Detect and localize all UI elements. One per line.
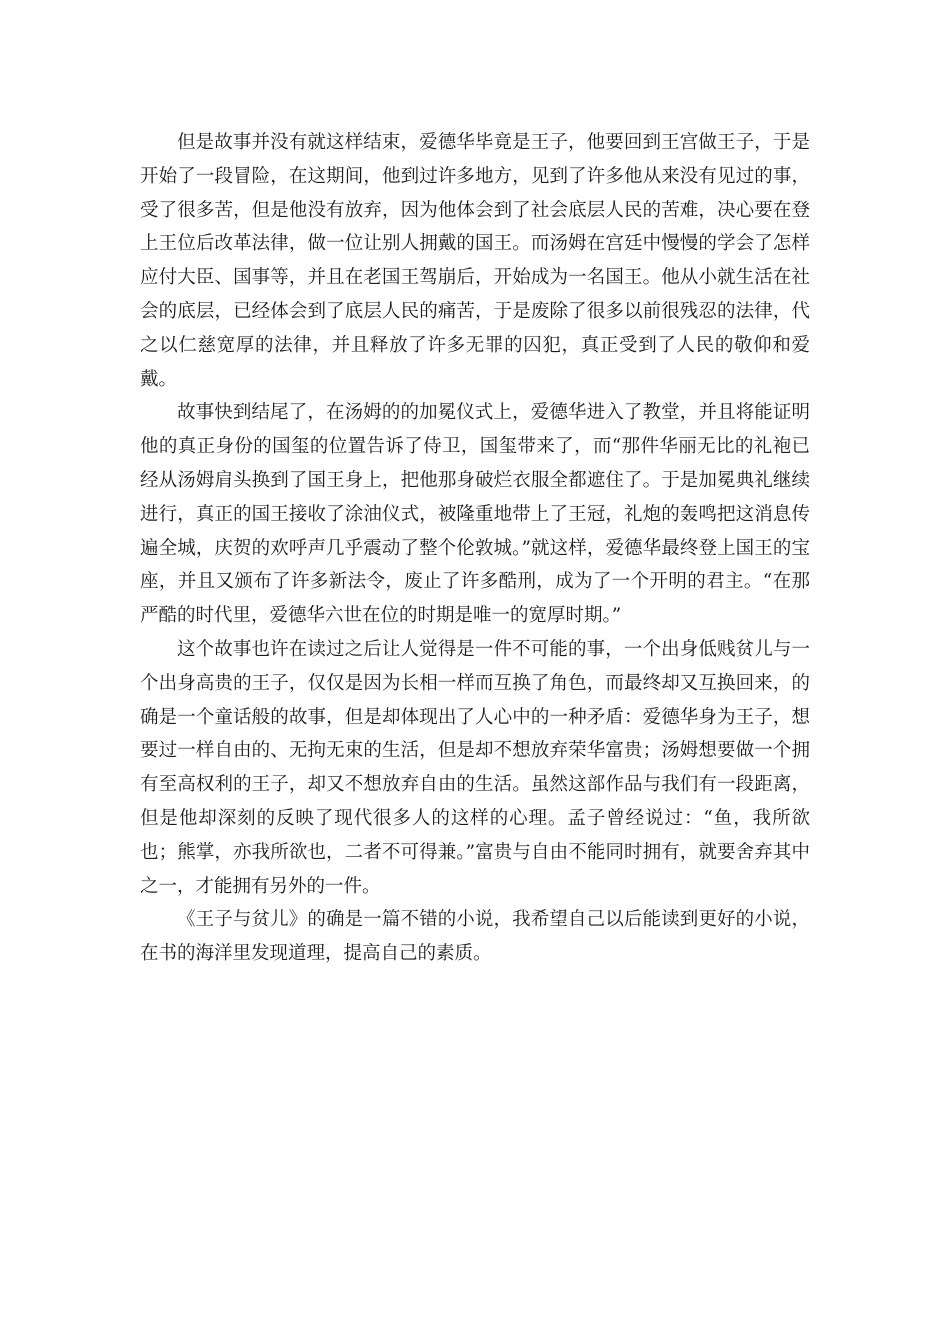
paragraph-3: 这个故事也许在读过之后让人觉得是一件不可能的事，一个出身低贱贫儿与一个出身高贵的王子，仅仅是因为长相一样而互换了角色，而最终却又互换回来，的确是一个童话般的故事，但是却体现出了人心中的一种矛盾：爱德华身为王子，想要过一样自由的、无拘无束的生活，但是却不想放弃荣华富贵；汤姆想要做一个拥有至高权利的王子，却又不想放弃自由的生活。虽然这部作品与我们有一段距离，但是他却深刻的反映了现代很多人的这样的心理。孟子曾经说过：“鱼，我所欲也；熊掌，亦我所欲也，二者不可得兼。”富贵与自由不能同时拥有，就要舍弃其中之一，才能拥有另外的一件。	[140, 638, 810, 897]
paragraph-4: 《王子与贫儿》的确是一篇不错的小说，我希望自己以后能读到更好的小说，在书的海洋里发现道理，提高自己的素质。	[140, 909, 810, 965]
document-page	[140, 126, 810, 971]
paragraph-1: 但是故事并没有就这样结束，爱德华毕竟是王子，他要回到王宫做王子，于是开始了一段冒险，在这期间，他到过许多地方，见到了许多他从来没有见过的事，受了很多苦，但是他没有放弃，因为他体会到了社会底层人民的苦难，决心要在登上王位后改革法律，做一位让别人拥戴的国王。而汤姆在宫廷中慢慢的学会了怎样应付大臣、国事等，并且在老国王驾崩后，开始成为一名国王。他从小就生活在社会的底层，已经体会到了底层人民的痛苦，于是废除了很多以前很残忍的法律，代之以仁慈宽厚的法律，并且释放了许多无罪的囚犯，真正受到了人民的敬仰和爱戴。	[140, 132, 810, 390]
paragraph-2: 故事快到结尾了，在汤姆的的加冕仪式上，爱德华进入了教堂，并且将能证明他的真正身份的国玺的位置告诉了侍卫，国玺带来了，而“那件华丽无比的礼袍已经从汤姆肩头换到了国王身上，把他那身破烂衣服全都遮住了。于是加冕典礼继续进行，真正的国王接收了涂油仪式，被隆重地带上了王冠，礼炮的轰鸣把这消息传遍全城，庆贺的欢呼声几乎震动了整个伦敦城。”就这样，爱德华最终登上国王的宝座，并且又颁布了许多新法令，废止了许多酷刑，成为了一个开明的君主。“在那严酷的时代里，爱德华六世在位的时期是唯一的宽厚时期。”	[140, 402, 810, 627]
